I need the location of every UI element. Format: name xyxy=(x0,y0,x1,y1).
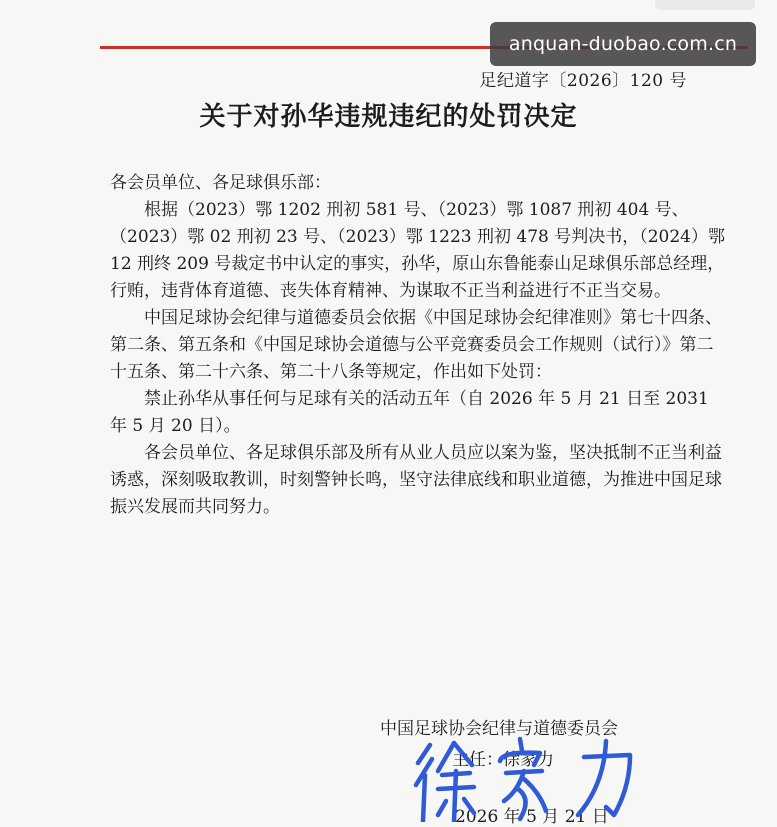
chair-name: 主任：徐家力 xyxy=(452,750,554,770)
document-title: 关于对孙华违规违纪的处罚决定 xyxy=(199,102,578,132)
paragraph-warning: 各会员单位、各足球俱乐部及所有从业人员应以案为鉴，坚决抵制不正当利益诱惑，深刻吸取教训，时刻警钟长鸣，坚守法律底线和职业道德，为推进中国足球振兴发展而共同努力。 xyxy=(110,443,722,517)
salutation: 各会员单位、各足球俱乐部： xyxy=(110,173,331,193)
document-body xyxy=(110,170,725,521)
document-number: 足纪道字〔2026〕120 号 xyxy=(479,71,687,91)
paragraph-basis: 中国足球协会纪律与道德委员会依据《中国足球协会纪律准则》第七十四条、第二条、第五条和《中国足球协会道德与公平竞赛委员会工作规则（试行）》第二十五条、第二十六条、第二十八条等规定，作出如下处罚： xyxy=(110,308,722,382)
paragraph-facts: 根据（2023）鄂 1202 刑初 581 号、（2023）鄂 1087 刑初 404 号、（2023）鄂 02 刑初 23 号、（2023）鄂 1223 刑初 478 号判决书，（2024）鄂 12 刑终 209 号裁定书中认定的事实，孙华，原山东鲁能泰山足球俱乐部总经理，行贿，违背体育道德、丧失体育精神、为谋取不正当利益进行不正当交易。 xyxy=(110,200,725,301)
browser-tab-edge xyxy=(655,0,755,10)
watermark-label: anquan-duobao.com.cn xyxy=(490,22,756,66)
signature-strokes xyxy=(416,739,630,821)
handwritten-signature xyxy=(408,735,648,822)
paragraph-penalty: 禁止孙华从事任何与足球有关的活动五年（自 2026 年 5 月 21 日至 2031 年 5 月 20 日）。 xyxy=(110,389,709,436)
signature-date: 2026 年 5 月 21 日 xyxy=(455,807,609,827)
signing-organization: 中国足球协会纪律与道德委员会 xyxy=(380,719,618,739)
